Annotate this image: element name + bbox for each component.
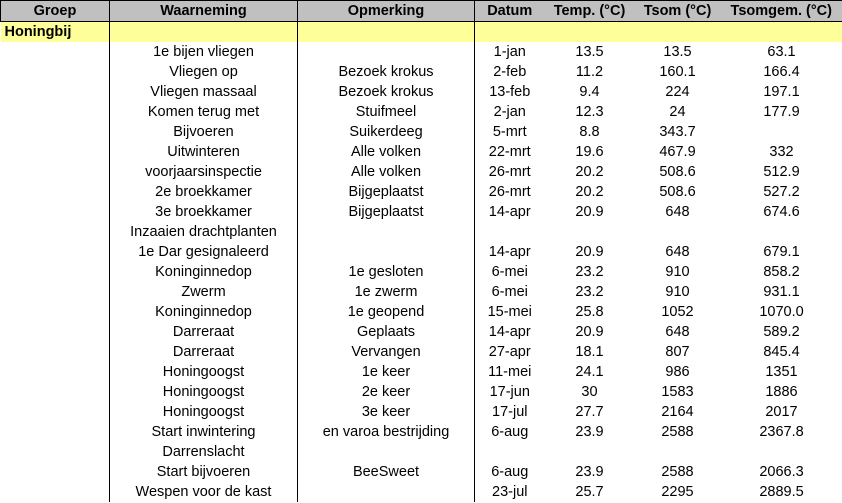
temp-cell[interactable]: 24.1 [575, 364, 604, 380]
tsomgem-cell[interactable]: 674.6 [763, 204, 800, 220]
groep-cell[interactable] [1, 242, 110, 262]
tsomgem-cell[interactable]: 177.9 [763, 104, 800, 120]
temp-cell[interactable]: 23.2 [575, 284, 604, 300]
groep-cell[interactable] [1, 102, 110, 122]
tsom-cell[interactable]: 648 [665, 244, 690, 260]
waarneming-cell[interactable]: 2e broekkamer [110, 182, 298, 202]
waarneming-cell[interactable]: Koninginnedop [110, 302, 298, 322]
datum-cell[interactable]: 23-jul [492, 484, 528, 500]
tsom-cell[interactable]: 910 [665, 264, 690, 280]
groep-cell[interactable] [1, 62, 110, 82]
opmerking-cell[interactable]: Bijgeplaatst [298, 182, 475, 202]
tsom-cell[interactable]: 343.7 [659, 124, 696, 140]
table-row [1, 122, 842, 142]
table-row [1, 382, 842, 402]
temp-cell[interactable]: 9.4 [579, 84, 600, 100]
opmerking-cell[interactable]: Bijgeplaatst [298, 202, 475, 222]
table-row [1, 462, 842, 482]
groep-cell[interactable] [1, 402, 110, 422]
temp-cell[interactable]: 27.7 [575, 404, 604, 420]
opmerking-cell[interactable]: Alle volken [298, 162, 475, 182]
opmerking-cell[interactable]: 1e gesloten [298, 262, 475, 282]
groep-cell[interactable] [1, 202, 110, 222]
table-row [1, 442, 842, 462]
table-row [1, 102, 842, 122]
tsomgem-cell[interactable]: 1070.0 [759, 304, 804, 320]
opmerking-cell[interactable]: 1e geopend [298, 302, 475, 322]
datum-cell[interactable]: 27-apr [488, 344, 531, 360]
groep-cell[interactable] [1, 302, 110, 322]
group-row [1, 22, 842, 43]
waarneming-cell[interactable]: Vliegen massaal [110, 82, 298, 102]
groep-cell[interactable] [1, 482, 110, 502]
table-row [1, 262, 842, 282]
groep-cell[interactable] [1, 362, 110, 382]
groep-cell[interactable] [1, 162, 110, 182]
datum-cell[interactable]: 17-jun [489, 384, 530, 400]
table-row [1, 362, 842, 382]
table-row [1, 422, 842, 442]
datum-cell[interactable]: 6-aug [491, 424, 529, 440]
group-empty-cell[interactable] [298, 22, 475, 43]
temp-cell[interactable] [545, 222, 635, 242]
temp-cell[interactable]: 19.6 [575, 144, 604, 160]
opmerking-cell[interactable]: Suikerdeeg [298, 122, 475, 142]
tsomgem-cell[interactable]: 589.2 [763, 324, 800, 340]
table-row [1, 162, 842, 182]
header-tsom[interactable]: Tsom (°C) [635, 1, 721, 22]
datum-cell[interactable]: 6-aug [491, 464, 529, 480]
tsom-cell[interactable]: 2588 [661, 424, 694, 440]
temp-cell[interactable]: 25.7 [575, 484, 604, 500]
waarneming-cell[interactable]: Honingoogst [110, 362, 298, 382]
waarneming-cell[interactable]: 3e broekkamer [110, 202, 298, 222]
group-empty-cell[interactable] [475, 22, 545, 43]
temp-cell[interactable]: 12.3 [575, 104, 604, 120]
waarneming-cell[interactable]: Darreraat [110, 342, 298, 362]
header-waarneming[interactable]: Waarneming [110, 1, 298, 22]
waarneming-cell[interactable]: 1e Dar gesignaleerd [110, 242, 298, 262]
tsomgem-cell[interactable]: 2367.8 [759, 424, 804, 440]
datum-cell[interactable]: 26-mrt [488, 184, 531, 200]
header-temp[interactable]: Temp. (°C) [545, 1, 635, 22]
table-row [1, 182, 842, 202]
table-row [1, 282, 842, 302]
temp-cell[interactable]: 13.5 [575, 44, 604, 60]
tsomgem-cell[interactable]: 1351 [765, 364, 798, 380]
opmerking-cell[interactable]: BeeSweet [298, 462, 475, 482]
datum-cell[interactable] [475, 222, 545, 242]
waarneming-cell[interactable]: Bijvoeren [110, 122, 298, 142]
group-empty-cell[interactable] [110, 22, 298, 43]
waarneming-cell[interactable]: Inzaaien drachtplanten [110, 222, 298, 242]
opmerking-cell[interactable] [298, 222, 475, 242]
waarneming-cell[interactable]: voorjaarsinspectie [110, 162, 298, 182]
datum-cell[interactable]: 14-apr [488, 324, 531, 340]
groep-cell[interactable] [1, 382, 110, 402]
tsomgem-cell[interactable]: 512.9 [763, 164, 800, 180]
tsom-cell[interactable]: 160.1 [659, 64, 696, 80]
groep-cell[interactable] [1, 222, 110, 242]
waarneming-cell[interactable]: Darreraat [110, 322, 298, 342]
tsomgem-cell[interactable] [721, 222, 842, 242]
opmerking-cell[interactable]: Geplaats [298, 322, 475, 342]
tsomgem-cell[interactable]: 332 [769, 144, 794, 160]
tsom-cell[interactable]: 1583 [661, 384, 694, 400]
temp-cell[interactable]: 20.9 [575, 244, 604, 260]
tsomgem-cell[interactable]: 63.1 [767, 44, 796, 60]
temp-cell[interactable]: 20.2 [575, 184, 604, 200]
group-empty-cell[interactable] [545, 22, 635, 43]
datum-cell[interactable]: 2-feb [493, 64, 527, 80]
datum-cell[interactable]: 15-mei [487, 304, 532, 320]
tsomgem-cell[interactable]: 845.4 [763, 344, 800, 360]
tsom-cell[interactable]: 224 [665, 84, 690, 100]
opmerking-cell[interactable]: 1e zwerm [298, 282, 475, 302]
tsom-cell[interactable]: 648 [665, 204, 690, 220]
opmerking-cell[interactable]: Stuifmeel [298, 102, 475, 122]
tsomgem-cell[interactable]: 197.1 [763, 84, 800, 100]
tsom-cell[interactable]: 2295 [661, 484, 694, 500]
waarneming-cell[interactable]: 1e bijen vliegen [110, 42, 298, 62]
table-row [1, 302, 842, 322]
table-row [1, 62, 842, 82]
tsom-cell[interactable]: 910 [665, 284, 690, 300]
waarneming-cell[interactable]: Start bijvoeren [110, 462, 298, 482]
table-row [1, 82, 842, 102]
table-row [1, 42, 842, 62]
tsomgem-cell[interactable]: 679.1 [763, 244, 800, 260]
tsomgem-cell[interactable]: 931.1 [763, 284, 800, 300]
table-row [1, 222, 842, 242]
tsomgem-cell[interactable] [721, 442, 842, 462]
tsom-cell[interactable]: 467.9 [659, 144, 696, 160]
datum-cell[interactable]: 5-mrt [492, 124, 527, 140]
groep-cell[interactable] [1, 462, 110, 482]
opmerking-cell[interactable]: Bezoek krokus [298, 82, 475, 102]
groep-cell[interactable] [1, 82, 110, 102]
header-row [1, 1, 842, 22]
table-row [1, 482, 842, 502]
tsomgem-cell[interactable]: 2066.3 [759, 464, 804, 480]
temp-cell[interactable] [545, 442, 635, 462]
header-opmerking[interactable]: Opmerking [298, 1, 475, 22]
groep-cell[interactable] [1, 42, 110, 62]
table-row [1, 202, 842, 222]
waarneming-cell[interactable]: Wespen voor de kast [110, 482, 298, 502]
datum-cell[interactable]: 2-jan [493, 104, 526, 120]
tsom-cell[interactable]: 13.5 [663, 44, 692, 60]
opmerking-cell[interactable]: en varoa bestrijding [298, 422, 475, 442]
temp-cell[interactable]: 30 [581, 384, 598, 400]
tsomgem-cell[interactable]: 527.2 [763, 184, 800, 200]
datum-cell[interactable]: 14-apr [488, 204, 531, 220]
tsom-cell[interactable] [635, 222, 721, 242]
tsomgem-cell[interactable]: 1886 [765, 384, 798, 400]
temp-cell[interactable]: 25.8 [575, 304, 604, 320]
tsom-cell[interactable]: 986 [665, 364, 690, 380]
datum-cell[interactable]: 6-mei [491, 284, 528, 300]
header-groep[interactable]: Groep [1, 1, 110, 22]
datum-cell[interactable] [475, 442, 545, 462]
waarneming-cell[interactable]: Zwerm [110, 282, 298, 302]
groep-cell[interactable] [1, 322, 110, 342]
temp-cell[interactable]: 8.8 [579, 124, 600, 140]
waarneming-cell[interactable]: Koninginnedop [110, 262, 298, 282]
waarneming-cell[interactable]: Honingoogst [110, 382, 298, 402]
opmerking-cell[interactable]: 2e keer [298, 382, 475, 402]
temp-cell[interactable]: 23.9 [575, 424, 604, 440]
tsomgem-cell[interactable]: 166.4 [763, 64, 800, 80]
groep-cell[interactable] [1, 262, 110, 282]
temp-cell[interactable]: 23.2 [575, 264, 604, 280]
temp-cell[interactable]: 23.9 [575, 464, 604, 480]
opmerking-cell[interactable] [298, 442, 475, 462]
datum-cell[interactable]: 26-mrt [488, 164, 531, 180]
group-cell[interactable]: Honingbij [1, 22, 110, 43]
opmerking-cell[interactable]: 1e keer [298, 362, 475, 382]
groep-cell[interactable] [1, 422, 110, 442]
tsom-cell[interactable]: 807 [665, 344, 690, 360]
tsom-cell[interactable]: 1052 [661, 304, 694, 320]
datum-cell[interactable]: 13-feb [489, 84, 531, 100]
groep-cell[interactable] [1, 282, 110, 302]
waarneming-cell[interactable]: Uitwinteren [110, 142, 298, 162]
groep-cell[interactable] [1, 122, 110, 142]
groep-cell[interactable] [1, 342, 110, 362]
tsomgem-cell[interactable]: 2889.5 [759, 484, 804, 500]
table-row [1, 142, 842, 162]
temp-cell[interactable]: 20.2 [575, 164, 604, 180]
groep-cell[interactable] [1, 182, 110, 202]
datum-cell[interactable]: 22-mrt [488, 144, 531, 160]
tsom-cell[interactable] [635, 442, 721, 462]
temp-cell[interactable]: 20.9 [575, 204, 604, 220]
opmerking-cell[interactable]: Vervangen [298, 342, 475, 362]
table-row [1, 242, 842, 262]
temp-cell[interactable]: 18.1 [575, 344, 604, 360]
opmerking-cell[interactable] [298, 42, 475, 62]
tsom-cell[interactable]: 508.6 [659, 164, 696, 180]
datum-cell[interactable]: 14-apr [488, 244, 531, 260]
opmerking-cell[interactable]: Alle volken [298, 142, 475, 162]
datum-cell[interactable]: 6-mei [491, 264, 528, 280]
datum-cell[interactable]: 17-jul [492, 404, 528, 420]
waarneming-cell[interactable]: Komen terug met [110, 102, 298, 122]
group-empty-cell[interactable] [635, 22, 721, 43]
opmerking-cell[interactable]: Bezoek krokus [298, 62, 475, 82]
temp-cell[interactable]: 20.9 [575, 324, 604, 340]
temp-cell[interactable]: 11.2 [575, 64, 604, 80]
tsomgem-cell[interactable]: 858.2 [763, 264, 800, 280]
datum-cell[interactable]: 1-jan [493, 44, 526, 60]
tsom-cell[interactable]: 508.6 [659, 184, 696, 200]
datum-cell[interactable]: 11-mei [488, 364, 532, 380]
waarneming-cell[interactable]: Honingoogst [110, 402, 298, 422]
header-datum[interactable]: Datum [475, 1, 545, 22]
tsomgem-cell[interactable] [721, 122, 842, 142]
header-tsomgem[interactable]: Tsomgem. (°C) [721, 1, 842, 22]
tsom-cell[interactable]: 24 [669, 104, 686, 120]
table-row [1, 402, 842, 422]
opmerking-cell[interactable] [298, 242, 475, 262]
tsomgem-cell[interactable]: 2017 [765, 404, 798, 420]
waarneming-cell[interactable]: Darrenslacht [110, 442, 298, 462]
opmerking-cell[interactable] [298, 482, 475, 502]
waarneming-cell[interactable]: Vliegen op [110, 62, 298, 82]
groep-cell[interactable] [1, 142, 110, 162]
table-row [1, 322, 842, 342]
tsom-cell[interactable]: 648 [665, 324, 690, 340]
tsom-cell[interactable]: 2588 [661, 464, 694, 480]
group-empty-cell[interactable] [721, 22, 842, 43]
waarneming-cell[interactable]: Start inwintering [110, 422, 298, 442]
tsom-cell[interactable]: 2164 [661, 404, 694, 420]
opmerking-cell[interactable]: 3e keer [298, 402, 475, 422]
groep-cell[interactable] [1, 442, 110, 462]
table-row [1, 342, 842, 362]
